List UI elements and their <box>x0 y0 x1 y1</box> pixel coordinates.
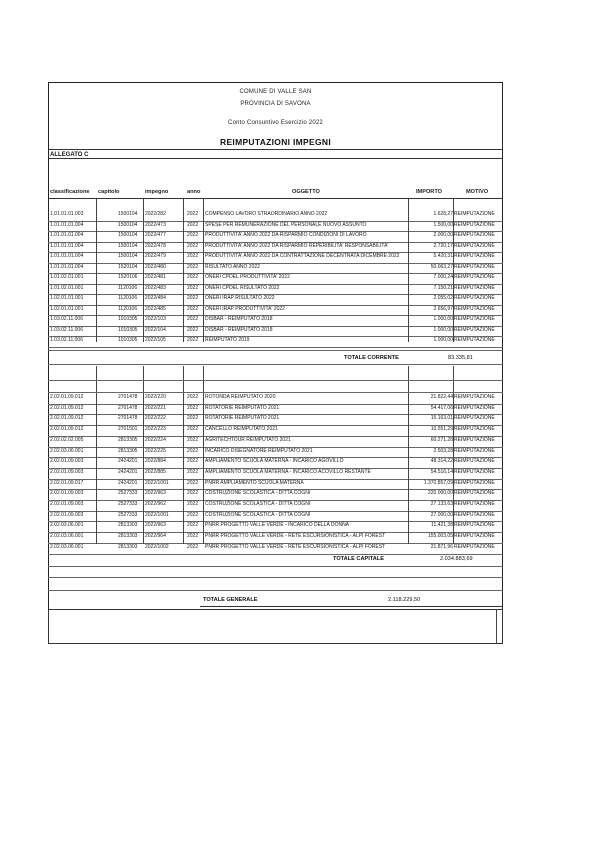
cell-impegno: 2022/1001 <box>145 479 169 486</box>
cell-impegno: 2022/478 <box>145 242 166 249</box>
cell-impegno: 2022/473 <box>145 221 166 228</box>
cell-oggetto: ROTONDA REIMPUTATO 2020 <box>205 394 276 400</box>
cell-importo: 2.055,02 <box>433 295 453 301</box>
cell-anno: 2022 <box>187 221 199 228</box>
cell-impegno: 2022/481 <box>145 274 166 280</box>
cell-anno: 2022 <box>187 543 199 550</box>
cell-capitolo: 2424201 <box>118 479 138 486</box>
cell-motivo: REIMPUTAZIONE <box>454 533 495 540</box>
cell-capitolo: 1120106 <box>118 305 138 312</box>
cell-classificazione: 1.03.02.11.006 <box>50 316 83 322</box>
col-header-classificazione: classificazione <box>50 189 90 195</box>
cell-impegno: 2022/963 <box>145 490 166 497</box>
cell-anno: 2022 <box>187 468 199 475</box>
cell-anno: 2022 <box>187 253 199 259</box>
cell-impegno: 2022/220 <box>145 394 166 400</box>
cell-motivo: REIMPUTAZIONE <box>454 263 495 270</box>
cell-capitolo: 2527333 <box>118 501 138 507</box>
cell-motivo: REIMPUTAZIONE <box>454 211 495 217</box>
cell-classificazione: 1.02.01.01.001 <box>50 305 84 312</box>
col-header-impegno: impegno <box>145 189 169 195</box>
cell-oggetto: SPESE PER REMUNERAZIONE DEL PERSONALE NUOVO ASSUNTO <box>205 221 367 228</box>
cell-anno: 2022 <box>187 479 199 486</box>
conto-consuntivo-line: Conto Consuntivo Esercizio 2022 <box>228 120 323 126</box>
cell-capitolo: 2701478 <box>118 415 138 422</box>
section-divider <box>48 364 503 365</box>
cell-importo: 2.656,97 <box>433 305 453 312</box>
col-header-importo: IMPORTO <box>416 189 443 195</box>
cell-motivo: REIMPUTAZIONE <box>454 436 495 443</box>
cell-motivo: REIMPUTAZIONE <box>454 305 495 312</box>
cell-motivo: REIMPUTAZIONE <box>454 490 495 497</box>
cell-impegno: 2022/1001 <box>145 511 169 518</box>
cell-impegno: 2022/485 <box>145 305 166 312</box>
grid-column-line <box>408 199 409 342</box>
cell-motivo: REIMPUTAZIONE <box>454 511 495 518</box>
cell-motivo: REIMPUTAZIONE <box>454 337 495 343</box>
section-divider <box>48 566 503 567</box>
grid-column-line <box>183 199 184 342</box>
cell-classificazione: 2.02.02.02.005 <box>50 436 84 443</box>
cell-capitolo: 1500104 <box>118 211 138 217</box>
grid-column-line <box>143 199 144 342</box>
cell-impegno: 2022/884 <box>145 458 166 465</box>
cell-importo: 1.000,00 <box>433 337 453 343</box>
cell-oggetto: PNRR PROGETTO VALLE VERDE - RETE ESCURSIONISTICA - ALPI FOREST <box>205 533 386 540</box>
cell-importo: 11.421,38 <box>431 522 453 529</box>
cell-capitolo: 1120106 <box>118 295 138 301</box>
totale-corrente-label: TOTALE CORRENTE <box>344 355 399 361</box>
cell-anno: 2022 <box>187 274 199 280</box>
cell-importo: 48.314,22 <box>430 458 453 465</box>
cell-classificazione: 1.01.01.01.004 <box>50 221 84 228</box>
col-header-oggetto: OGGETTO <box>292 189 320 195</box>
col-header-capitolo: capitolo <box>98 189 120 195</box>
cell-classificazione: 1.01.01.01.004 <box>50 232 84 238</box>
cell-classificazione: 1.01.01.01.003 <box>50 211 84 217</box>
cell-capitolo: 2701478 <box>118 394 138 400</box>
cell-classificazione: 2.02.01.09.012 <box>50 404 84 411</box>
cell-motivo: REIMPUTAZIONE <box>454 404 495 411</box>
cell-motivo: REIMPUTAZIONE <box>454 458 495 465</box>
cell-capitolo: 2813303 <box>118 533 138 540</box>
cell-oggetto: COSTRUZIONE SCOLASTICA - DITTA COGNI <box>205 490 311 497</box>
cell-capitolo: 1500104 <box>118 242 138 249</box>
cell-motivo: REIMPUTAZIONE <box>454 543 495 550</box>
cell-motivo: REIMPUTAZIONE <box>454 522 495 529</box>
table-row-divider <box>48 554 503 555</box>
cell-importo: 15.163,01 <box>430 415 453 422</box>
cell-importo: 1.628,27 <box>433 211 453 217</box>
cell-oggetto: ROTATORIE REIMPUTATO 2021 <box>205 404 280 411</box>
cell-impegno: 2022/885 <box>145 468 166 475</box>
cell-motivo: REIMPUTAZIONE <box>454 284 495 291</box>
cell-classificazione: 2.02.01.09.003 <box>50 501 84 507</box>
cell-oggetto: PRODUTTIVITA' ANNO 2022 DA CONTRATTAZIONE DECENTRATA DICEMBRE 2022 <box>205 253 400 259</box>
cell-oggetto: CANCELLO REIMPUTATO 2021 <box>205 426 278 433</box>
cell-impegno: 2022/964 <box>145 533 166 540</box>
cell-anno: 2022 <box>187 404 199 411</box>
cell-importo: 7.000,24 <box>433 274 453 280</box>
cell-impegno: 2022/103 <box>145 316 166 322</box>
cell-anno: 2022 <box>187 426 199 433</box>
cell-classificazione: 1.02.01.01.001 <box>50 295 84 301</box>
grid-column-line <box>203 199 204 342</box>
cell-importo: 60.271,28 <box>430 436 453 443</box>
cell-anno: 2022 <box>187 316 199 322</box>
cell-impegno: 2022/477 <box>145 232 166 238</box>
cell-motivo: REIMPUTAZIONE <box>454 326 495 333</box>
header-divider-2 <box>48 158 503 159</box>
cell-importo: 155.003,05 <box>427 533 453 540</box>
cell-anno: 2022 <box>187 305 199 312</box>
cell-classificazione: 2.02.03.06.001 <box>50 522 84 529</box>
grid-column-line <box>453 199 454 342</box>
cell-anno: 2022 <box>187 242 199 249</box>
cell-importo: 1.500,00 <box>433 221 453 228</box>
cell-capitolo: 1500104 <box>118 232 138 238</box>
cell-oggetto: AMPLIAMENTO SCUOLA MATERNA - INCARICO AGOVILLO <box>205 458 344 465</box>
col-header-anno: anno <box>187 189 201 195</box>
allegato-label: ALLEGATO C <box>50 152 89 158</box>
cell-impegno: 2022/222 <box>145 415 166 422</box>
cell-motivo: REIMPUTAZIONE <box>454 295 495 301</box>
cell-classificazione: 2.02.01.09.003 <box>50 468 84 475</box>
cell-impegno: 2022/223 <box>145 426 166 433</box>
column-header-divider <box>48 198 503 199</box>
cell-importo: 54.417,06 <box>430 404 453 411</box>
cell-oggetto: COSTRUZIONE SCOLASTICA - DITTA COGNI <box>205 511 311 518</box>
cell-classificazione: 2.02.03.06.001 <box>50 447 84 454</box>
cell-classificazione: 1.01.02.01.001 <box>50 284 84 291</box>
cell-motivo: REIMPUTAZIONE <box>454 394 495 400</box>
cell-oggetto: PNRR AMPLIAMENTO SCUOLA MATERNA <box>205 479 304 486</box>
cell-anno: 2022 <box>187 511 199 518</box>
cell-importo: 1.000,00 <box>433 316 453 322</box>
cell-capitolo: 2701478 <box>118 404 138 411</box>
cell-capitolo: 2701501 <box>118 426 138 433</box>
cell-capitolo: 1010305 <box>118 326 138 333</box>
cell-capitolo: 1010305 <box>118 337 138 343</box>
cell-impegno: 2022/484 <box>145 295 166 301</box>
cell-oggetto: ONERI IRAP PRODUTTIVITA' 2022 <box>205 305 285 312</box>
cell-importo: 2.000,00 <box>433 232 453 238</box>
cell-impegno: 2022/282 <box>145 211 166 217</box>
table-row-divider <box>48 347 503 348</box>
cell-oggetto: PNRR PROGETTO VALLE VERDE - INCARICO DELLA DONNA <box>205 522 350 529</box>
cell-oggetto: DISBAR - REIMPUTATO 2018 <box>205 316 273 322</box>
cell-classificazione: 2.02.01.09.012 <box>50 415 84 422</box>
cell-oggetto: AGRITECHTOUR REIMPUTATO 2021 <box>205 436 291 443</box>
cell-oggetto: DISBAR - REIMPUTATO 2018 <box>205 326 273 333</box>
cell-impegno: 2022/104 <box>145 326 166 333</box>
cell-anno: 2022 <box>187 326 199 333</box>
cell-impegno: 2022/1002 <box>145 543 169 550</box>
cell-capitolo: 2813305 <box>118 436 138 443</box>
cell-anno: 2022 <box>187 263 199 270</box>
cell-oggetto: PRODUTTIVITA' ANNO 2022 DA RISPARMIO CONDIZIONI DI LAVORO <box>205 232 367 238</box>
cell-capitolo: 2813305 <box>118 447 138 454</box>
cell-classificazione: 2.02.01.09.017 <box>50 479 84 486</box>
cell-anno: 2022 <box>187 415 199 422</box>
cell-impegno: 2022/105 <box>145 337 166 343</box>
cell-motivo: REIMPUTAZIONE <box>454 447 495 454</box>
cell-anno: 2022 <box>187 436 199 443</box>
cell-capitolo: 1010305 <box>118 316 138 322</box>
section-divider <box>48 392 503 393</box>
cell-classificazione: 1.01.01.01.004 <box>50 253 84 259</box>
cell-importo: 1.370.857,09 <box>423 479 453 486</box>
cell-motivo: REIMPUTAZIONE <box>454 479 495 486</box>
cell-oggetto: INCARICO DISEGNATORE REIMPUTATO 2021 <box>205 447 313 454</box>
totale-corrente-value: 83.335,81 <box>448 355 473 361</box>
totale-generale-value: 2.118.229,50 <box>388 597 421 603</box>
cell-oggetto: ONERI CPDEL RISULTATO 2022 <box>205 284 280 291</box>
cell-motivo: REIMPUTAZIONE <box>454 221 495 228</box>
cell-classificazione: 2.02.03.06.001 <box>50 533 84 540</box>
cell-classificazione: 1.03.02.11.006 <box>50 337 83 343</box>
cell-capitolo: 1120106 <box>118 284 138 291</box>
cell-anno: 2022 <box>187 232 199 238</box>
section-divider <box>48 350 503 351</box>
cell-capitolo: 1500104 <box>118 221 138 228</box>
totale-generale-label: TOTALE GENERALE <box>203 597 258 603</box>
cell-anno: 2022 <box>187 490 199 497</box>
cell-capitolo: 2424201 <box>118 458 138 465</box>
cell-importo: 50.063,27 <box>430 263 453 270</box>
cell-motivo: REIMPUTAZIONE <box>454 501 495 507</box>
header-divider <box>48 149 503 150</box>
cell-motivo: REIMPUTAZIONE <box>454 415 495 422</box>
cell-oggetto: ONERI IRAP RISULTATO 2022 <box>205 295 275 301</box>
cell-anno: 2022 <box>187 211 199 217</box>
cell-oggetto: ONERI CPDEL PRODUTTIVITA' 2022 <box>205 274 290 280</box>
cell-impegno: 2022/962 <box>145 501 166 507</box>
grid-column-line <box>96 199 97 342</box>
cell-oggetto: PRODUTTIVITA' ANNO 2022 DA RISPARMIO REPERIBILITA' RESPONSABILITA' <box>205 242 389 249</box>
cell-importo: 54.516,14 <box>430 468 453 475</box>
cell-oggetto: COSTRUZIONE SCOLASTICA - DITTA COGNI <box>205 501 311 507</box>
totale-generale-underline <box>200 606 503 607</box>
cell-anno: 2022 <box>187 337 199 343</box>
section-divider <box>48 577 503 578</box>
cell-capitolo: 2527333 <box>118 511 138 518</box>
cell-impegno: 2022/225 <box>145 447 166 454</box>
cell-motivo: REIMPUTAZIONE <box>454 274 495 280</box>
cell-classificazione: 2.02.01.09.012 <box>50 394 84 400</box>
cell-classificazione: 1.01.01.01.004 <box>50 263 84 270</box>
cell-motivo: REIMPUTAZIONE <box>454 253 495 259</box>
col-header-motivo: MOTIVO <box>466 189 489 195</box>
cell-oggetto: REIMPUTATO 2019 <box>205 337 250 343</box>
cell-impegno: 2022/224 <box>145 436 166 443</box>
comune-name: COMUNE DI VALLE SAN <box>239 89 312 95</box>
cell-importo: 1.000,00 <box>433 326 453 333</box>
cell-impegno: 2022/963 <box>145 522 166 529</box>
bottom-box-divider <box>496 609 497 644</box>
cell-importo: 2.503,28 <box>433 447 453 454</box>
cell-classificazione: 2.02.01.09.003 <box>50 490 84 497</box>
page-title: REIMPUTAZIONI IMPEGNI <box>220 137 331 147</box>
cell-impegno: 2022/483 <box>145 284 166 291</box>
cell-classificazione: 2.02.01.09.003 <box>50 458 84 465</box>
cell-oggetto: COMPENSO LAVORO STRAORDINARIO ANNO 2022 <box>205 211 328 217</box>
cell-anno: 2022 <box>187 447 199 454</box>
totale-capitale-value: 2.034.883,69 <box>440 556 473 562</box>
totale-capitale-label: TOTALE CAPITALE <box>333 556 384 562</box>
cell-importo: 220.000,00 <box>427 490 453 497</box>
cell-classificazione: 2.02.01.09.012 <box>50 426 84 433</box>
cell-capitolo: 1500104 <box>118 253 138 259</box>
provincia-name: PROVINCIA DI SAVONA <box>240 101 311 107</box>
section-divider <box>48 380 503 381</box>
cell-motivo: REIMPUTAZIONE <box>454 316 495 322</box>
cell-anno: 2022 <box>187 394 199 400</box>
cell-importo: 27.000,00 <box>430 511 453 518</box>
cell-importo: 2.720,17 <box>433 242 453 249</box>
cell-motivo: REIMPUTAZIONE <box>454 426 495 433</box>
cell-motivo: REIMPUTAZIONE <box>454 242 495 249</box>
cell-classificazione: 1.01.02.01.001 <box>50 274 84 280</box>
cell-capitolo: 1520106 <box>118 274 138 280</box>
cell-importo: 7.150,21 <box>433 284 453 291</box>
cell-classificazione: 1.01.01.01.004 <box>50 242 84 249</box>
cell-classificazione: 2.02.01.09.003 <box>50 511 84 518</box>
cell-anno: 2022 <box>187 295 199 301</box>
cell-capitolo: 2424201 <box>118 468 138 475</box>
cell-impegno: 2022/221 <box>145 404 166 411</box>
cell-importo: 21.871,96 <box>430 543 453 550</box>
cell-impegno: 2022/480 <box>145 263 166 270</box>
cell-importo: 21.822,44 <box>430 394 453 400</box>
cell-classificazione: 2.02.03.06.001 <box>50 543 84 550</box>
cell-anno: 2022 <box>187 501 199 507</box>
cell-anno: 2022 <box>187 533 199 540</box>
cell-oggetto: RISULTATO ANNO 2022 <box>205 263 260 270</box>
cell-oggetto: ROTATORIE REIMPUTATO 2021 <box>205 415 280 422</box>
cell-capitolo: 2527333 <box>118 490 138 497</box>
bottom-box <box>48 609 503 644</box>
cell-impegno: 2022/479 <box>145 253 166 259</box>
cell-anno: 2022 <box>187 458 199 465</box>
cell-anno: 2022 <box>187 522 199 529</box>
cell-capitolo: 1520104 <box>118 263 138 270</box>
cell-oggetto: PNRR PROGETTO VALLE VERDE - RETE ESCURSIONISTICA - ALPI FOREST <box>205 543 386 550</box>
cell-capitolo: 2813303 <box>118 543 138 550</box>
cell-capitolo: 2813303 <box>118 522 138 529</box>
cell-anno: 2022 <box>187 284 199 291</box>
cell-importo: 27.133,63 <box>430 501 453 507</box>
cell-motivo: REIMPUTAZIONE <box>454 232 495 238</box>
section-divider <box>48 590 503 591</box>
document-frame <box>48 82 503 644</box>
cell-motivo: REIMPUTAZIONE <box>454 468 495 475</box>
cell-oggetto: AMPLIAMENTO SCUOLA MATERNA - INCARICO ACOVILLO RESTANTE <box>205 468 371 475</box>
cell-importo: 5.420,31 <box>433 253 453 259</box>
cell-importo: 10.551,29 <box>430 426 453 433</box>
cell-classificazione: 1.03.02.11.006 <box>50 326 83 333</box>
